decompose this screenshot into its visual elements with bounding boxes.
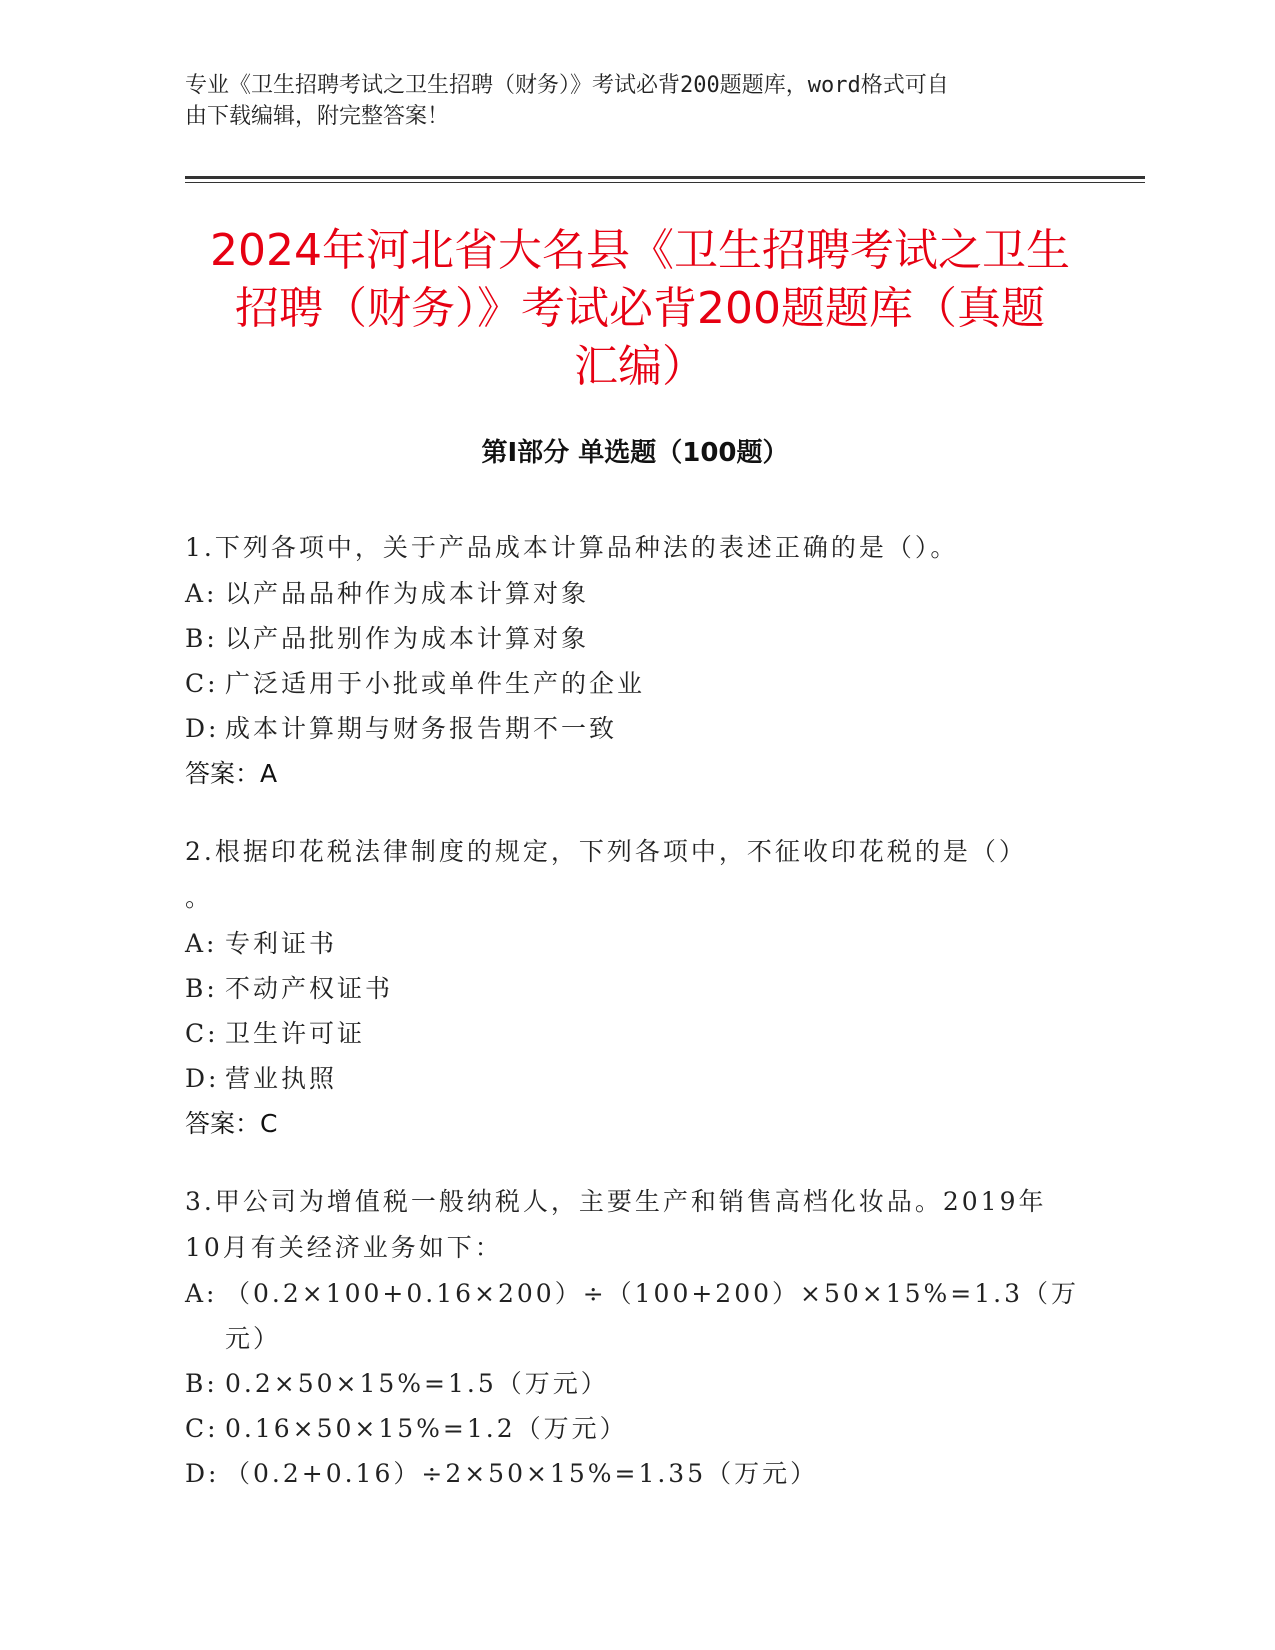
option-text: 0.2×50×15%=1.5（万元） — [225, 1369, 609, 1398]
option-b — [185, 966, 1085, 1011]
question-stem: 2.根据印花税法律制度的规定，下列各项中，不征收印花税的是（） — [185, 837, 1027, 866]
option-key: B: — [185, 1369, 218, 1398]
option-key: B: — [185, 624, 218, 653]
option-a — [185, 1271, 1085, 1361]
option-text: 以产品批别作为成本计算对象 — [225, 624, 590, 653]
document-title-line-1: 2024年河北省大名县《卫生招聘考试之卫生 — [210, 225, 1070, 276]
option-c — [185, 1406, 1085, 1451]
answer: 答案：A — [185, 759, 278, 788]
question-stem: 1.下列各项中，关于产品成本计算品种法的表述正确的是（）。 — [185, 533, 959, 562]
option-d — [185, 1056, 1085, 1101]
option-key: D: — [185, 714, 220, 743]
question-3 — [185, 1179, 1085, 1496]
option-text: 成本计算期与财务报告期不一致 — [225, 714, 618, 743]
option-text: 以产品品种作为成本计算对象 — [225, 579, 590, 608]
option-text: 营业执照 — [225, 1064, 338, 1093]
header-note — [185, 70, 1085, 132]
option-key: D: — [185, 1459, 220, 1488]
option-text: 专利证书 — [225, 929, 338, 958]
header-divider-thick — [185, 176, 1145, 179]
question-2 — [185, 829, 1085, 1147]
option-key: A: — [185, 579, 218, 608]
option-text: 广泛适用于小批或单件生产的企业 — [225, 669, 646, 698]
answer: 答案：C — [185, 1109, 278, 1138]
option-key: B: — [185, 974, 218, 1003]
document-title — [175, 222, 1105, 396]
option-c — [185, 661, 1085, 706]
option-text: （0.2×100+0.16×200）÷（100+200）×50×15%=1.3（万元） — [225, 1279, 1080, 1353]
section-title: 第Ⅰ部分 单选题（100题） — [481, 438, 789, 468]
option-key: A: — [185, 929, 218, 958]
question-1 — [185, 525, 1085, 797]
option-key: D: — [185, 1064, 220, 1093]
option-c — [185, 1011, 1085, 1056]
option-text: 卫生许可证 — [225, 1019, 366, 1048]
header-note-line-1: 专业《卫生招聘考试之卫生招聘（财务）》考试必背200题题库，word格式可自 — [185, 73, 949, 98]
option-d — [185, 706, 1085, 751]
option-key: C: — [185, 1019, 219, 1048]
option-a — [185, 571, 1085, 616]
option-text: （0.2+0.16）÷2×50×15%=1.35（万元） — [225, 1459, 819, 1488]
option-b — [185, 1361, 1085, 1406]
option-key: C: — [185, 1414, 219, 1443]
question-stem: 3.甲公司为增值税一般纳税人，主要生产和销售高档化妆品。2019年 — [185, 1187, 1047, 1216]
question-list — [185, 525, 1085, 1528]
option-b — [185, 616, 1085, 661]
header-note-line-2: 由下载编辑，附完整答案！ — [185, 104, 450, 129]
header-divider-thin — [185, 182, 1145, 183]
document-title-line-3: 汇编） — [574, 341, 706, 392]
option-a — [185, 921, 1085, 966]
document-title-line-2: 招聘（财务）》考试必背200题题库（真题 — [235, 283, 1045, 334]
option-d — [185, 1451, 1085, 1496]
question-stem-continued: 10月有关经济业务如下： — [185, 1233, 503, 1262]
question-stem-continued: 。 — [185, 883, 214, 912]
option-text: 不动产权证书 — [225, 974, 394, 1003]
option-key: A: — [185, 1279, 218, 1308]
option-key: C: — [185, 669, 219, 698]
option-text: 0.16×50×15%=1.2（万元） — [225, 1414, 628, 1443]
